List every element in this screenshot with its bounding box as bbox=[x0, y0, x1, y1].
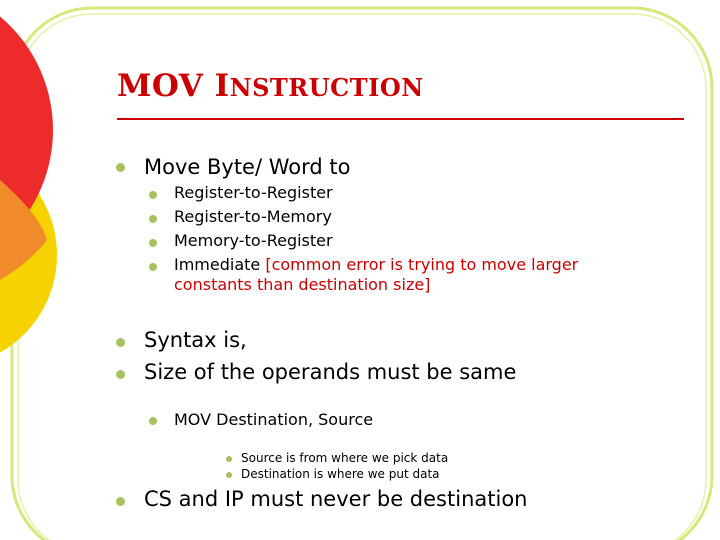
bullet-dot bbox=[116, 338, 125, 347]
immediate-note: [common error is trying to move larger bbox=[265, 255, 579, 274]
bullet-dot bbox=[149, 417, 157, 425]
bullet-dot bbox=[149, 239, 157, 247]
bullet-dot bbox=[226, 456, 232, 462]
immediate-note-continued: constants than destination size] bbox=[174, 275, 431, 294]
bullet-dot bbox=[149, 191, 157, 199]
title-smallcaps: NSTRUCTION bbox=[229, 73, 424, 102]
bullet-dot bbox=[116, 163, 125, 172]
bullet-dot bbox=[149, 215, 157, 223]
page-title bbox=[117, 68, 424, 104]
bullet-move-heading: Move Byte/ Word to bbox=[144, 155, 351, 179]
bullet-size-rule: Size of the operands must be same bbox=[144, 360, 517, 384]
list-item: Register-to-Memory bbox=[174, 207, 332, 226]
bullet-mov-form: MOV Destination, Source bbox=[174, 410, 374, 429]
list-item-destination: Destination is where we put data bbox=[241, 467, 440, 481]
bullet-dot bbox=[149, 263, 157, 271]
immediate-label: Immediate bbox=[174, 255, 266, 274]
bullet-dot bbox=[116, 370, 125, 379]
bullet-dot bbox=[116, 497, 125, 506]
bullet-syntax: Syntax is, bbox=[144, 328, 247, 352]
list-item: Memory-to-Register bbox=[174, 231, 333, 250]
list-item: Register-to-Register bbox=[174, 183, 333, 202]
title-underline bbox=[117, 118, 684, 120]
bullet-dot bbox=[226, 472, 232, 478]
title-main: MOV I bbox=[117, 68, 230, 104]
bullet-cs-ip-rule: CS and IP must never be destination bbox=[144, 487, 528, 511]
list-item-source: Source is from where we pick data bbox=[241, 451, 449, 465]
list-item-immediate bbox=[174, 255, 578, 274]
